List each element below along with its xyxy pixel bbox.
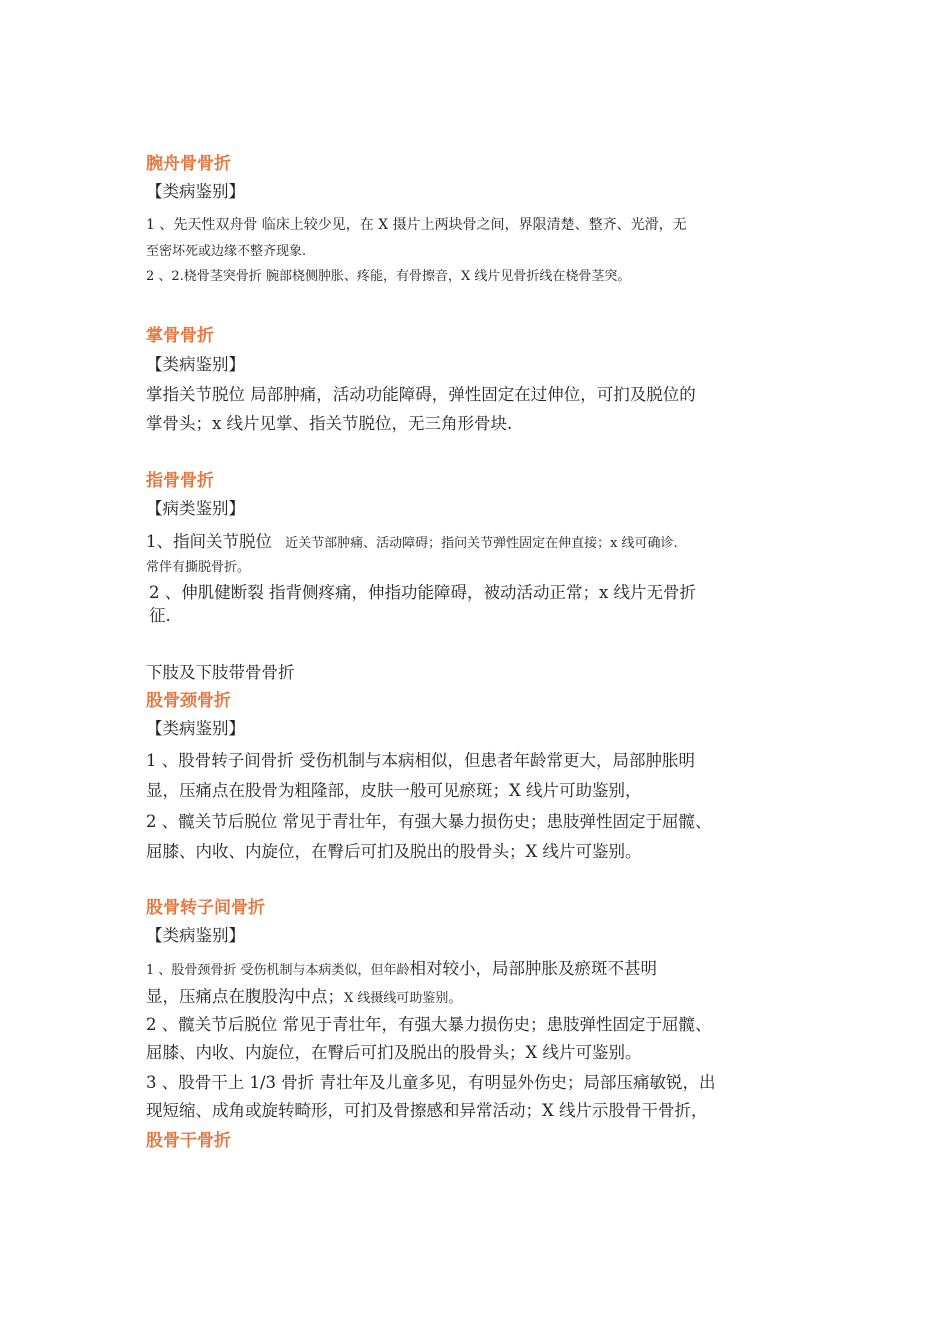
paragraph-line: 屈膝、内收、内旋位，在臀后可扪及脱出的股骨头；X 线片可鉴别。 xyxy=(146,1043,642,1062)
paragraph-line: 2 、伸肌健断裂 指背侧疼痛，伸指功能障碍，被动活动正常；x 线片无骨折 xyxy=(149,583,697,602)
section-title-intertrochanteric: 股骨转子间骨折 xyxy=(146,898,265,918)
paragraph-line: 2 、髋关节后脱位 常见于青壮年，有强大暴力损伤史；患肢弹性固定于屈髋、 xyxy=(146,812,712,831)
chapter-heading: 下肢及下肢带骨骨折 xyxy=(146,663,295,682)
section-title-femoral-neck: 股骨颈骨折 xyxy=(146,691,231,711)
paragraph-line: 显，压痛点在股骨为粗隆部，皮肤一般可见瘀斑；X 线片可助鉴别， xyxy=(146,781,642,800)
section-title-femoral-shaft: 股骨干骨折 xyxy=(146,1131,231,1151)
paragraph-line xyxy=(146,531,678,555)
subheading: 【类病鉴别】 xyxy=(146,182,245,201)
paragraph-line: 至密坏死或边缘不整齐现象. xyxy=(146,244,307,259)
subheading: 【类病鉴别】 xyxy=(146,355,245,374)
paragraph-line: 屈膝、内收、内旋位，在臀后可扪及脱出的股骨头；X 线片可鉴别。 xyxy=(146,842,642,861)
paragraph-line: 征. xyxy=(149,606,171,625)
subheading: 【类病鉴别】 xyxy=(146,719,245,738)
paragraph-line: 2 、2.桡骨茎突骨折 腕部桡侧肿胀、疼能，有骨擦音，X 线片见骨折线在桡骨茎突。 xyxy=(146,269,631,284)
subheading: 【病类鉴别】 xyxy=(146,499,245,518)
paragraph-line: 常伴有撕脱骨折。 xyxy=(146,560,251,575)
text-run: X 线摄线可助鉴别。 xyxy=(344,991,462,1006)
paragraph-line: 1 、股骨转子间骨折 受伤机制与本病相似，但患者年龄常更大，局部肿胀明 xyxy=(146,751,695,770)
section-title-metacarpal: 掌骨骨折 xyxy=(146,326,214,346)
text-run: 1 、股骨颈骨折 受伤机制与本病类似，但年龄 xyxy=(146,963,410,978)
paragraph-line: 现短缩、成角或旋转畸形，可扪及骨擦感和异常活动；X 线片示股骨干骨折， xyxy=(146,1101,708,1120)
subheading: 【类病鉴别】 xyxy=(146,926,245,945)
paragraph-line xyxy=(146,958,657,982)
paragraph-line: 2 、髋关节后脱位 常见于青壮年，有强大暴力损伤史；患肢弹性固定于屈髋、 xyxy=(146,1015,712,1034)
text-run: 显，压痛点在腹股沟中点； xyxy=(146,987,344,1006)
paragraph-line: 掌骨头；x 线片见掌、指关节脱位，无三角形骨块. xyxy=(146,414,513,433)
text-run: 相对较小，局部肿胀及瘀斑不甚明 xyxy=(409,959,658,978)
paragraph-line: 3 、股骨干上 1/3 骨折 青壮年及儿童多见，有明显外伤史；局部压痛敏锐，出 xyxy=(146,1073,716,1092)
paragraph-line: 掌指关节脱位 局部肿痛，活动功能障碍，弹性固定在过伸位，可扪及脱位的 xyxy=(146,385,696,404)
text-run: 近关节部肿痛、活动障碍；指问关节弹性固定在伸直接；x 线可确诊. xyxy=(285,536,678,551)
paragraph-line: 1 、先天性双舟骨 临床上较少见，在 X 摄片上两块骨之间，界限清楚、整齐、光滑，无 xyxy=(146,217,687,233)
section-title-scaphoid: 腕舟骨骨折 xyxy=(146,154,231,174)
paragraph-line xyxy=(146,986,461,1010)
text-run: 1、指间关节脱位 xyxy=(146,532,272,551)
section-title-phalanx: 指骨骨折 xyxy=(146,471,214,491)
